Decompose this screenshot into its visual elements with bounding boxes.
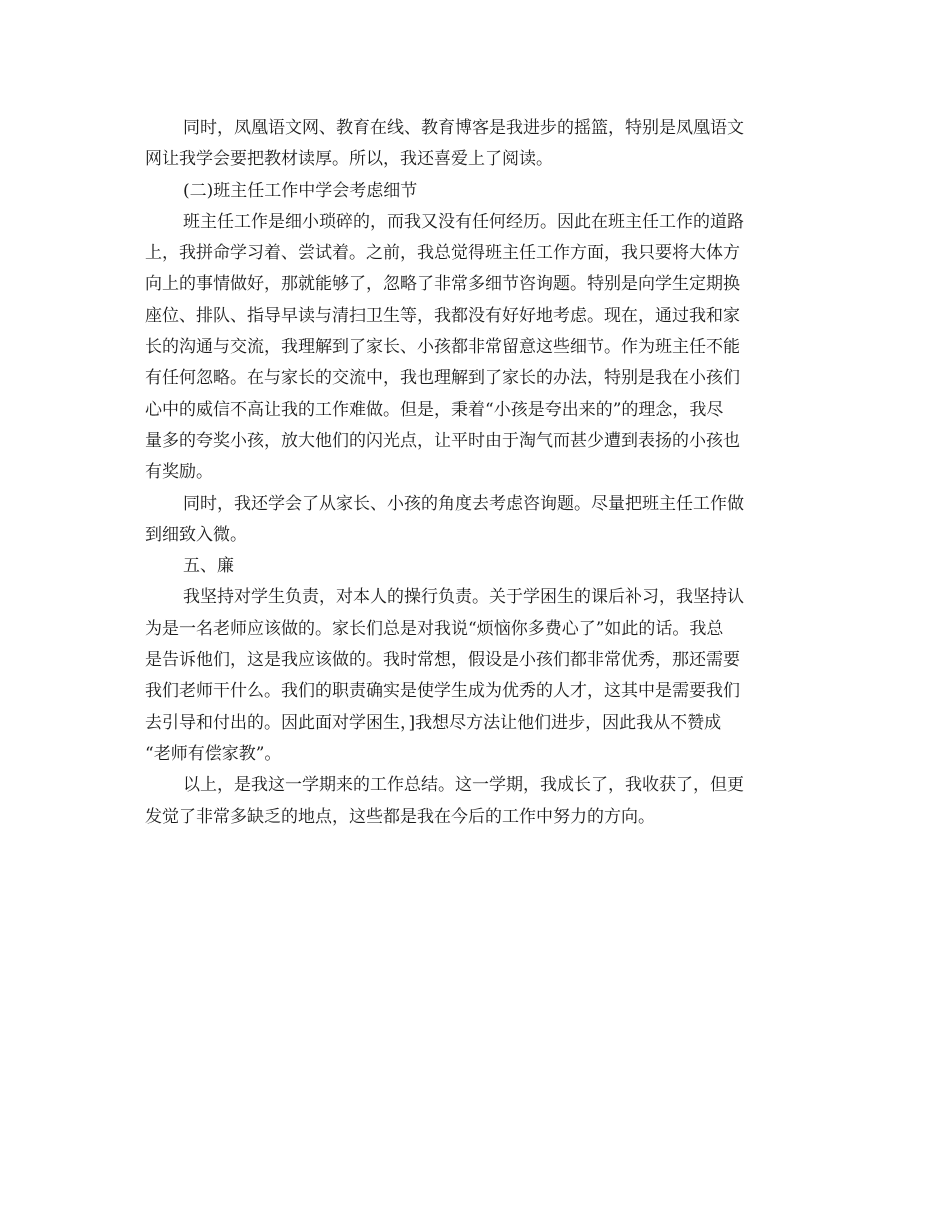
section-heading-class-teacher <box>145 176 805 207</box>
text-line: 五、廉 <box>183 556 234 577</box>
text-line: 网让我学会要把教材读厚。所以，我还喜爱上了阅读。 <box>145 149 553 170</box>
text-line: 发觉了非常多缺乏的地点，这些都是我在今后的工作中努力的方向。 <box>145 806 655 827</box>
text-line: (二)班主任工作中学会考虑细节 <box>183 180 418 201</box>
text-line: 我们老师干什么。我们的职责确实是使学生成为优秀的人才，这其中是需要我们 <box>145 681 740 702</box>
text-line: 为是一名老师应该做的。家长们总是对我说“烦恼你多费心了”如此的话。我总 <box>145 618 724 639</box>
text-line: 量多的夸奖小孩，放大他们的闪光点，让平时由于淘气而甚少遭到表扬的小孩也 <box>145 430 740 451</box>
text-line: 是告诉他们，这是我应该做的。我时常想，假设是小孩们都非常优秀，那还需要 <box>145 650 740 671</box>
text-line: 去引导和付出的。因此面对学困生，]我想尽方法让他们进步，因此我从不赞成 <box>145 712 722 733</box>
text-line: 有任何忽略。在与家长的交流中，我也理解到了家长的办法，特别是我在小孩们 <box>145 368 740 389</box>
document-page <box>145 113 805 833</box>
text-line: 以上，是我这一学期来的工作总结。这一学期，我成长了，我收获了，但更 <box>183 775 744 796</box>
paragraph-perspective <box>145 489 805 552</box>
text-line: 班主任工作是细小琐碎的，而我又没有任何经历。因此在班主任工作的道路 <box>183 211 744 232</box>
text-line: 座位、排队、指导早读与清扫卫生等，我都没有好好地考虑。现在，通过我和家 <box>145 305 740 326</box>
text-line: 向上的事情做好，那就能够了，忽略了非常多细节咨询题。特别是向学生定期换 <box>145 274 740 295</box>
text-line: 我坚持对学生负责，对本人的操行负责。关于学困生的课后补习，我坚持认 <box>183 587 744 608</box>
text-line: 上，我拼命学习着、尝试着。之前，我总觉得班主任工作方面，我只要将大体方 <box>145 243 740 264</box>
section-heading-integrity <box>145 551 805 582</box>
text-line: 长的沟通与交流，我理解到了家长、小孩都非常留意这些细节。作为班主任不能 <box>145 337 740 358</box>
paragraph-summary <box>145 770 805 833</box>
text-line: 同时，我还学会了从家长、小孩的角度去考虑咨询题。尽量把班主任工作做 <box>183 493 744 514</box>
paragraph-class-teacher-work <box>145 207 805 489</box>
text-line: “老师有偿家教”。 <box>145 743 282 764</box>
paragraph-integrity <box>145 582 805 770</box>
text-line: 有奖励。 <box>145 462 213 483</box>
text-line: 同时，凤凰语文网、教育在线、教育博客是我进步的摇篮，特别是凤凰语文 <box>183 118 744 138</box>
text-line: 到细致入微。 <box>145 524 247 545</box>
text-line: 心中的威信不高让我的工作难做。但是，秉着“小孩是夸出来的”的理念，我尽 <box>145 399 724 420</box>
paragraph-study-resources <box>145 113 805 176</box>
